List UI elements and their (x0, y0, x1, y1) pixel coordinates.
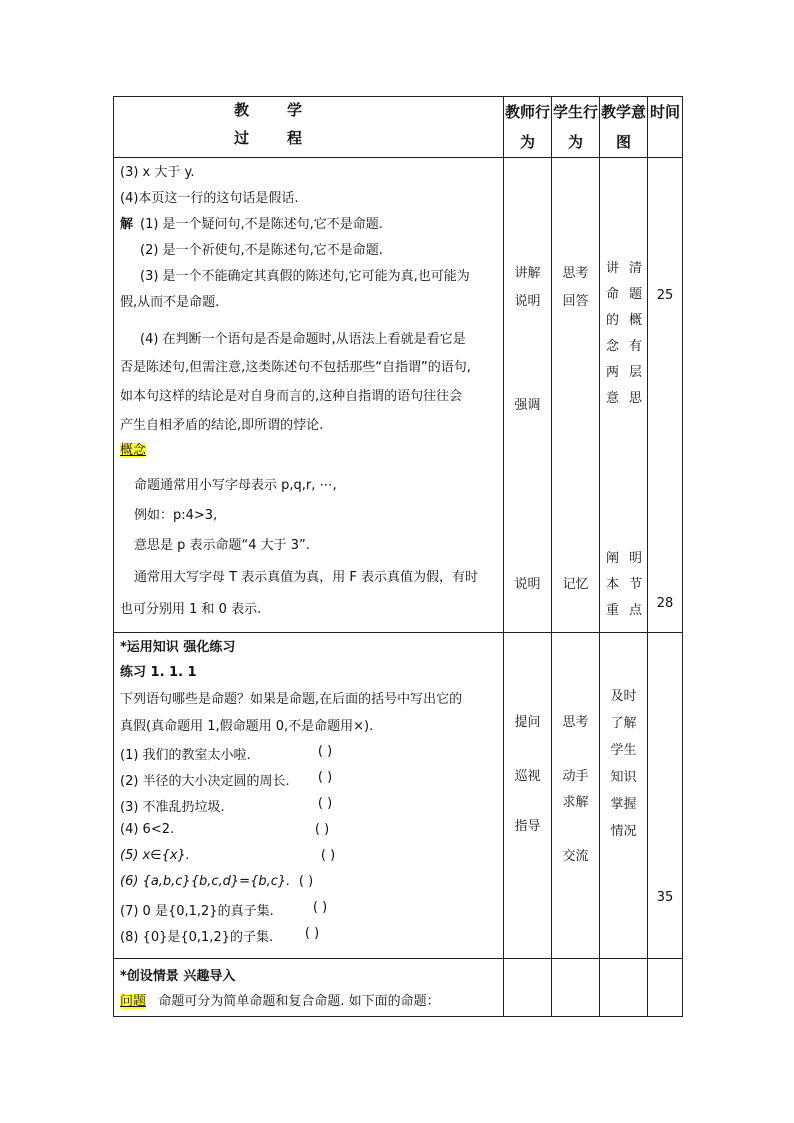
section1-intent (600, 158, 648, 633)
s3-question (120, 990, 499, 1009)
s1-intent-b: 阐明本节重点 (606, 551, 642, 618)
section2-teacher (504, 633, 552, 959)
s2-item-3-text: (3) 不准乱扔垃圾. (120, 800, 225, 815)
header-time: 时间 (648, 97, 683, 158)
s2-intro-2: 真假(真命题用 1,假命题用 0,不是命题用×). (120, 719, 374, 734)
s1-answer-label: 解 (120, 217, 134, 232)
s2-item-7 (120, 900, 499, 919)
s2-item-2-text: (2) 半径的大小决定圆的周长. (120, 774, 290, 789)
s2-intent-4: 知识 (610, 770, 637, 785)
s1-teacher-1: 讲解 (514, 266, 541, 281)
header-teacher: 教师行为 (504, 97, 552, 158)
s2-student-3: 求解 (562, 795, 589, 810)
section1-time (648, 158, 683, 633)
question-highlight: 问题 (120, 994, 147, 1009)
section2-content (114, 633, 504, 959)
s3-question-text: 命题可分为简单命题和复合命题. 如下面的命题： (158, 994, 440, 1009)
s2-item-5 (120, 848, 499, 863)
s2-teacher-3: 指导 (514, 819, 541, 834)
s1-answer-4a: (4) 在判断一个语句是否是命题时,从语法上看就是看它是 (140, 332, 466, 347)
answer-paren: ( ) (317, 744, 333, 759)
header-process-line1: 教学 (234, 101, 341, 119)
header-row (114, 97, 683, 158)
s1-time-b: 28 (656, 596, 674, 611)
s2-item-6-text: (6) {a,b,c}{b,c,d}={b,c}. (120, 874, 291, 889)
s1-answer-3a: (3) 是一个不能确定其真假的陈述句,它可能为真,也可能为 (140, 269, 470, 284)
section1-teacher (504, 158, 552, 633)
s2-intent-5: 掌握 (610, 797, 637, 812)
answer-paren: ( ) (314, 822, 330, 837)
s2-exercise-label: 练习 1. 1. 1 (120, 665, 197, 680)
s2-teacher-1: 提问 (514, 715, 541, 730)
s1-student-2: 回答 (562, 294, 589, 309)
s1-teacher-4: 说明 (514, 577, 541, 592)
section1-row (114, 158, 683, 633)
answer-paren: ( ) (317, 770, 333, 785)
header-process (114, 97, 504, 158)
s1-answer-4d: 产生自相矛盾的结论,即所谓的悖论. (120, 418, 324, 433)
s1-concept-4a: 通常用大写字母 T 表示真值为真，用 F 表示真值为假，有时 (134, 570, 478, 585)
s2-item-1 (120, 744, 499, 763)
s2-title: *运用知识 强化练习 (120, 640, 236, 655)
section3-time (648, 959, 683, 1017)
s2-teacher-2: 巡视 (514, 769, 541, 784)
s2-student-1: 思考 (562, 715, 589, 730)
s1-student-3: 记忆 (562, 577, 589, 592)
header-student: 学生行为 (552, 97, 600, 158)
section3-content (114, 959, 504, 1017)
s2-intent-3: 学生 (610, 743, 637, 758)
s2-student-4: 交流 (562, 849, 589, 864)
s1-student-1: 思考 (562, 266, 589, 281)
section1-student (552, 158, 600, 633)
header-process-line2: 过程 (234, 129, 341, 147)
s1-answer-4c: 如本句这样的结论是对自身而言的,这种自指谓的语句往往会 (120, 389, 463, 404)
s2-item-2 (120, 770, 499, 789)
answer-paren: ( ) (298, 874, 314, 889)
header-intent: 教学意图 (600, 97, 648, 158)
s2-item-4-text: (4) 6<2. (120, 822, 175, 837)
section3-teacher (504, 959, 552, 1017)
s1-line-3: (3) x 大于 y. (120, 165, 195, 180)
section3-intent (600, 959, 648, 1017)
s1-answer-3b: 假,从而不是命题. (120, 295, 220, 310)
s2-item-7-text: (7) 0 是{0,1,2}的真子集. (120, 904, 274, 919)
concept-highlight: 概念 (120, 443, 147, 458)
s1-concept-3: 意思是 p 表示命题“4 大于 3”. (134, 538, 310, 553)
s2-item-5-text: (5) x∈{x}. (120, 848, 190, 863)
answer-paren: ( ) (320, 848, 336, 863)
s2-item-6 (120, 874, 499, 889)
section2-row (114, 633, 683, 959)
s2-intent-6: 情况 (610, 824, 637, 839)
s1-intent-a: 讲清命题的概念有两层意思 (606, 261, 642, 406)
s2-student-2: 动手 (562, 769, 589, 784)
section1-content (114, 158, 504, 633)
section2-intent (600, 633, 648, 959)
s1-answer-4b: 否是陈述句,但需注意,这类陈述句不包括那些“自指谓”的语句, (120, 360, 471, 375)
s1-concept-4b: 也可分别用 1 和 0 表示. (120, 602, 262, 617)
answer-paren: ( ) (304, 926, 320, 941)
s1-answer-1: (1) 是一个疑问句,不是陈述句,它不是命题. (140, 217, 383, 232)
s3-title: *创设情景 兴趣导入 (120, 969, 236, 984)
s1-time-a: 25 (656, 288, 674, 303)
s2-item-1-text: (1) 我们的教室太小啦. (120, 748, 251, 763)
answer-paren: ( ) (312, 900, 328, 915)
s1-concept-1: 命题通常用小写字母表示 p,q,r, ⋯, (134, 478, 337, 493)
section3-student (552, 959, 600, 1017)
section3-row (114, 959, 683, 1017)
s2-time: 35 (656, 890, 674, 905)
answer-paren: ( ) (317, 796, 333, 811)
s2-item-8-text: (8) {0}是{0,1,2}的子集. (120, 930, 274, 945)
s1-teacher-3: 强调 (514, 398, 541, 413)
s2-intro-1: 下列语句哪些是命题？如果是命题,在后面的括号中写出它的 (120, 692, 463, 707)
s2-intent-1: 及时 (610, 689, 637, 704)
s2-item-4 (120, 822, 499, 837)
section2-student (552, 633, 600, 959)
s2-item-3 (120, 796, 499, 815)
lesson-plan-table (113, 96, 683, 1017)
s1-answer-2: (2) 是一个祈使句,不是陈述句,它不是命题. (140, 243, 383, 258)
s1-line-4: (4)本页这一行的这句话是假话. (120, 191, 299, 206)
s2-intent-2: 了解 (610, 716, 637, 731)
s1-concept-2: 例如：p:4>3, (134, 508, 218, 523)
s2-item-8 (120, 926, 499, 945)
s1-teacher-2: 说明 (514, 294, 541, 309)
s1-concept-label (120, 439, 499, 458)
section2-time (648, 633, 683, 959)
